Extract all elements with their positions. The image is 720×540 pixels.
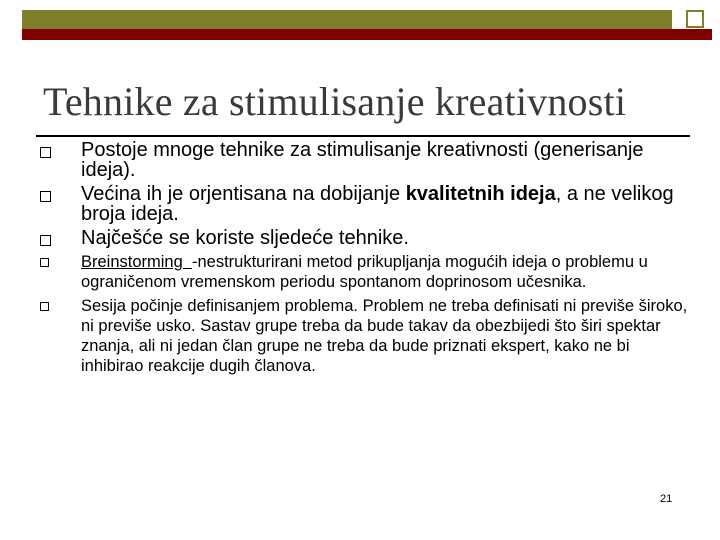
bullet-item [40,296,690,376]
bullet-item [40,184,690,224]
bullet-item [40,228,690,248]
underlined-term: Breinstorming [81,253,192,271]
square-bullet-icon [40,235,51,246]
bullet-text: Breinstorming -nestrukturirani metod prikupljanja mogućih ideja o problemu u ograničenom vremenskom periodu spontanom doprinosom učesnika. [81,253,648,291]
bullet-text: Najčešće se koriste sljedeće tehnike. [81,227,409,249]
bullet-text: Većina ih je orjentisana na dobijanje kvalitetnih ideja, a ne velikog broja ideja. [81,183,674,225]
bullet-item [40,252,690,292]
bullet-text: Postoje mnoge tehnike za stimulisanje kreativnosti (generisanje ideja). [81,139,644,181]
bullet-text: Sesija počinje definisanjem problema. Problem ne treba definisati ni previše široko, ni previše usko. Sastav grupe treba da bude takav da obezbijedi što širi spektar znanja, ali ni jedan član grupe ne treba da bude priznati ekspert, kako ne bi inhibirao reakcije dugih članova. [81,297,688,375]
square-bullet-icon [40,258,49,267]
slide-title: Tehnike za stimulisanje kreativnosti [43,79,627,124]
square-bullet-icon [40,147,51,158]
top-accent-bar [22,29,712,40]
square-bullet-icon [40,191,51,202]
square-bullet-icon [40,302,49,311]
title-rule [36,135,690,137]
bullet-list [40,140,690,376]
bullet-item [40,140,690,180]
corner-square [686,10,704,28]
bold-phrase: kvalitetnih ideja [405,183,556,205]
page-number: 21 [660,493,673,505]
